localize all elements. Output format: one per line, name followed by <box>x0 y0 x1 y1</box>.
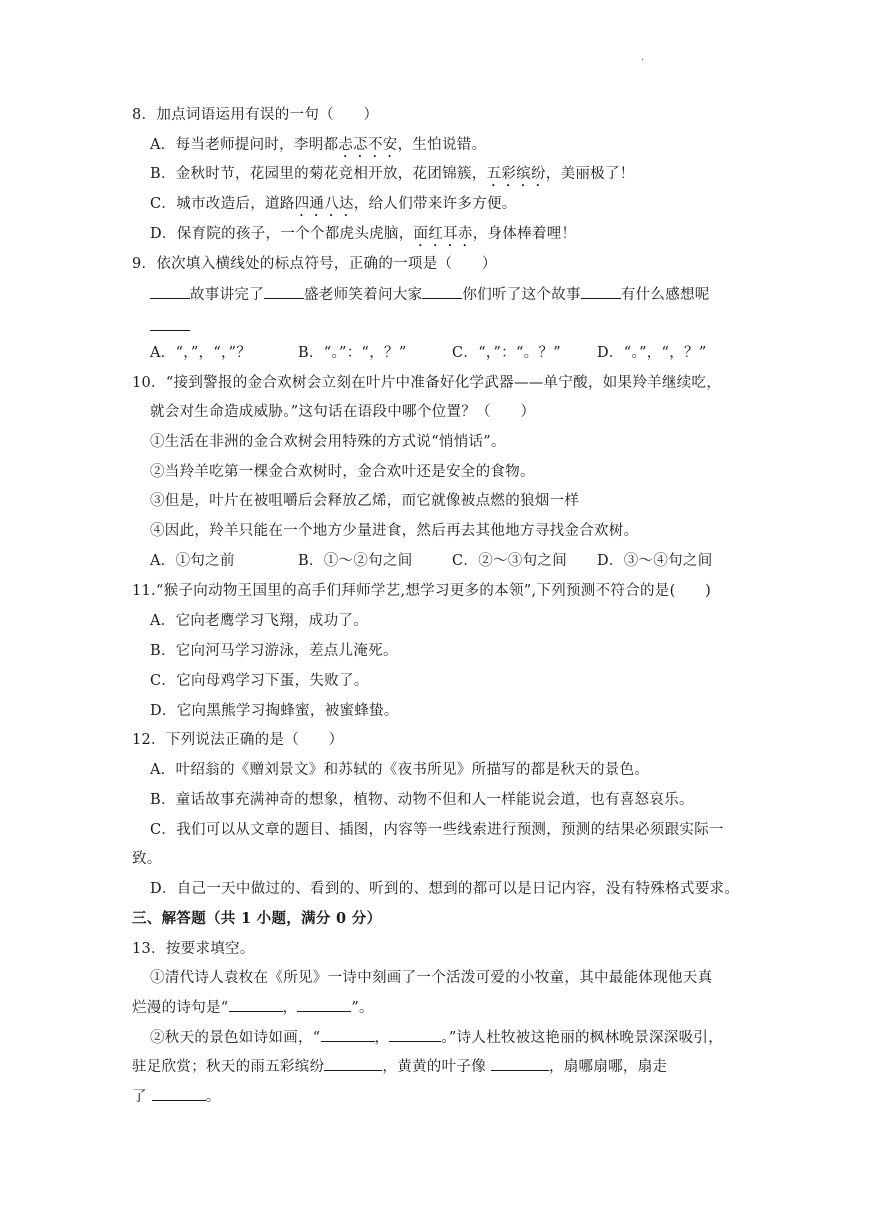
q8-stem: 8．加点词语运用有误的一句（ ） <box>132 107 379 123</box>
q11-option-a: A．它向老鹰学习飞翔，成功了。 <box>150 613 368 629</box>
q9-option-a: A．“，”，“，”？ <box>150 345 252 361</box>
answer-blank[interactable] <box>152 1086 206 1101</box>
answer-blank[interactable] <box>229 997 283 1012</box>
q9-sentence: 故事讲完了 盛老师笑着问大家 你们听了这个故事 有什么感想呢 <box>150 284 710 306</box>
answer-blank[interactable] <box>321 1027 375 1042</box>
emphasized-word: 四通八达 <box>294 196 354 212</box>
answer-blank[interactable] <box>150 316 190 331</box>
answer-blank[interactable] <box>297 997 351 1012</box>
emphasized-word: 忐忑不安 <box>338 137 398 153</box>
q11-option-b: B．它向河马学习游泳，差点儿淹死。 <box>150 643 398 659</box>
q10-sentence-2: ②当羚羊吃第一棵金合欢树时，金合欢叶还是安全的食物。 <box>150 464 535 480</box>
q11-option-c: C．它向母鸡学习下蛋，失败了。 <box>150 673 369 689</box>
q8-option-d: D．保育院的孩子，一个个都虎头虎脑，面红耳赤，身体棒着哩！ <box>150 226 577 242</box>
q13-part2-line1: ②秋天的景色如诗如画，“ ， 。”诗人杜牧被这艳丽的枫林晚景深深吸引， <box>150 1027 723 1049</box>
top-mark: . <box>641 52 645 63</box>
q9-option-b: B．“。”：“，？” <box>298 345 407 361</box>
q12-option-d: D．自己一天中做过的、看到的、听到的、想到的都可以是日记内容，没有特殊格式要求。 <box>150 881 740 897</box>
q9-trailing-blank <box>150 316 190 338</box>
q9-option-d: D．“。”，“，？” <box>597 345 707 361</box>
q10-option-b: B．①～②句之间 <box>298 553 413 569</box>
q8-option-a: A．每当老师提问时，李明都忐忑不安，生怕说错。 <box>150 137 487 153</box>
q12-stem: 12．下列说法正确的是（ ） <box>132 732 344 748</box>
q10-sentence-4: ④因此，羚羊只能在一个地方少量进食，然后再去其他地方寻找金合欢树。 <box>150 523 639 539</box>
q8-option-b: B．金秋时节，花园里的菊花竞相开放，花团锦簇，五彩缤纷，美丽极了！ <box>150 166 635 182</box>
answer-blank[interactable] <box>491 1056 549 1071</box>
q10-option-c: C．②～③句之间 <box>452 553 567 569</box>
q9-stem: 9．依次填入横线处的标点符号，正确的一项是（ ） <box>132 256 497 272</box>
q13-stem: 13．按要求填空。 <box>132 941 255 957</box>
q11-option-d: D．它向黑熊学习掏蜂蜜，被蜜蜂蛰。 <box>150 703 399 719</box>
q12-option-a: A．叶绍翁的《赠刘景文》和苏轼的《夜书所见》所描写的都是秋天的景色。 <box>150 762 650 778</box>
answer-blank[interactable] <box>581 284 621 299</box>
q13-part2-line3: 了 。 <box>132 1086 221 1108</box>
q11-stem: 11.“猴子向动物王国里的高手们拜师学艺,想学习更多的本领”,下列预测不符合的是( ) <box>132 583 712 599</box>
emphasized-word: 五彩缤纷 <box>486 166 546 182</box>
q13-part1-line2: 烂漫的诗句是“ ， ”。 <box>132 997 374 1019</box>
q10-option-a: A．①句之前 <box>150 553 235 569</box>
answer-blank[interactable] <box>264 284 304 299</box>
q12-option-b: B．童话故事充满神奇的想象，植物、动物不但和人一样能说会道，也有喜怒哀乐。 <box>150 792 694 808</box>
q10-sentence-3: ③但是，叶片在被咀嚼后会释放乙烯，而它就像被点燃的狼烟一样 <box>150 493 580 509</box>
q12-option-c-line2: 致。 <box>132 851 162 867</box>
q10-sentence-1: ①生活在非洲的金合欢树会用特殊的方式说“悄悄话”。 <box>150 434 506 450</box>
q9-option-c: C．“，”：“。？” <box>452 345 561 361</box>
emphasized-word: 面红耳赤 <box>413 226 473 242</box>
answer-blank[interactable] <box>422 284 462 299</box>
q8-option-c: C．城市改造后，道路四通八达，给人们带来许多方便。 <box>150 196 517 212</box>
answer-blank[interactable] <box>324 1056 382 1071</box>
q10-stem-line1: 10．“接到警报的金合欢树会立刻在叶片中准备好化学武器——单宁酸，如果羚羊继续吃， <box>132 375 722 391</box>
q12-option-c-line1: C．我们可以从文章的题目、插图，内容等一些线索进行预测，预测的结果必须跟实际一 <box>150 822 724 838</box>
answer-blank[interactable] <box>150 284 190 299</box>
answer-blank[interactable] <box>389 1027 441 1042</box>
section-heading: 三、解答题（共 1 小题，满分 0 分） <box>132 910 382 927</box>
q10-stem-line2: 就会对生命造成威胁。”这句话在语段中哪个位置？（ ） <box>150 404 536 420</box>
q10-option-d: D．③～④句之间 <box>597 553 713 569</box>
q13-part1-line1: ①清代诗人袁枚在《所见》一诗中刻画了一个活泼可爱的小牧童，其中最能体现他天真 <box>150 970 713 986</box>
q13-part2-line2: 驻足欣赏；秋天的雨五彩缤纷 ，黄黄的叶子像 ，扇哪扇哪，扇走 <box>132 1056 667 1078</box>
